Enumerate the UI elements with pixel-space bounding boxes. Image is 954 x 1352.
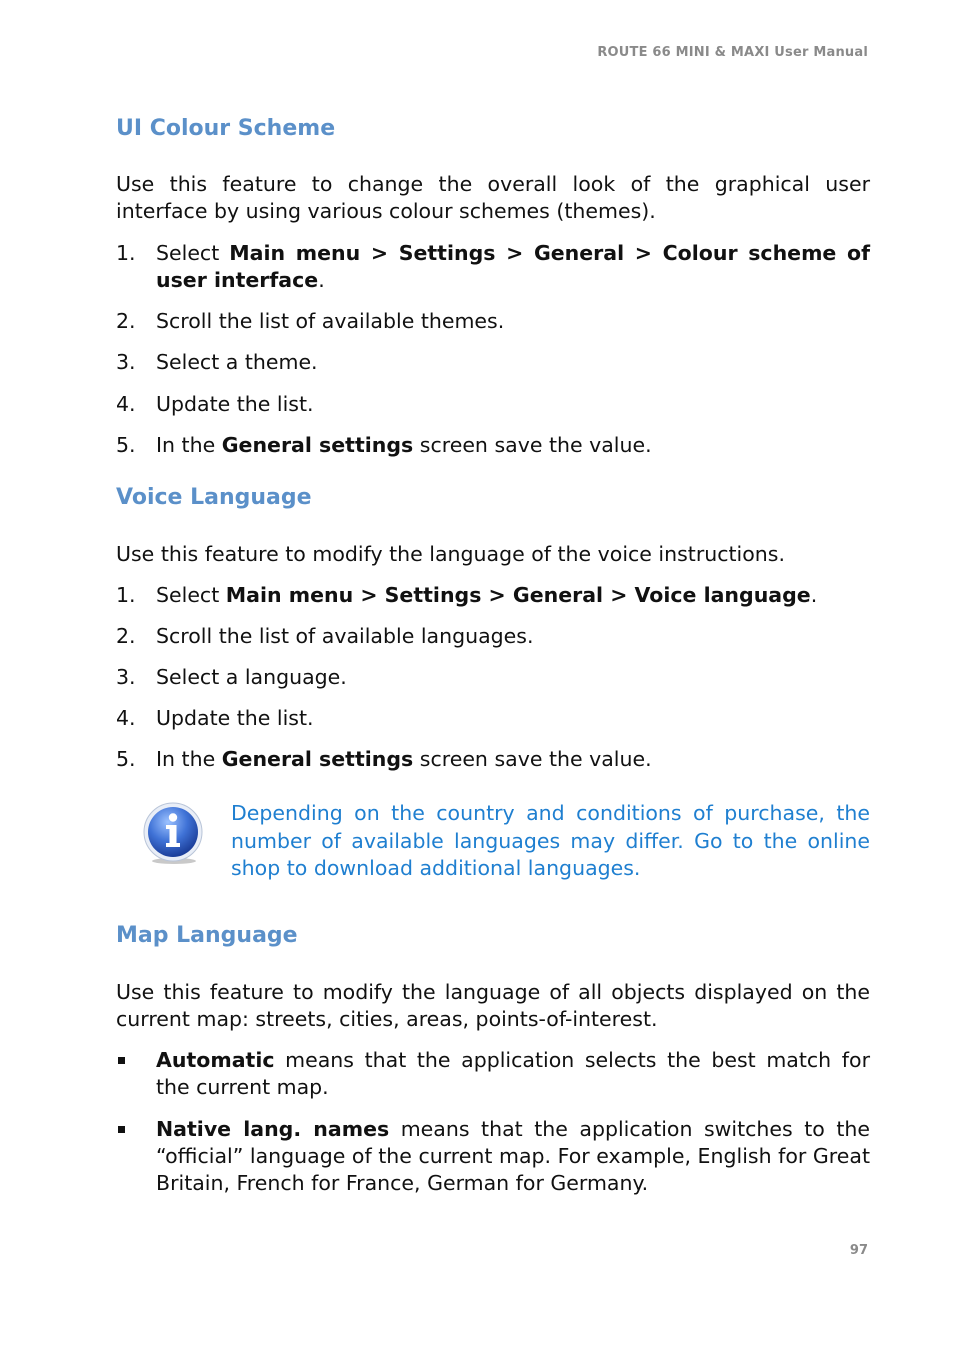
step-number: 4. xyxy=(116,392,136,416)
step-number: 5. xyxy=(116,747,136,771)
info-icon xyxy=(141,801,205,865)
info-note-text: Depending on the country and conditions of purchase, the number of available languages may differ. Go to the online shop to download additional languages. xyxy=(231,801,870,880)
step-number: 3. xyxy=(116,665,136,689)
voice-language-intro: Use this feature to modify the language of the voice instructions. xyxy=(116,542,785,566)
heading-map-language: Map Language xyxy=(116,923,298,948)
step-number: 1. xyxy=(116,241,136,265)
bullet-text: Native lang. names means that the application switches to the “official” language of the current map. For example, English for Great Britain, French for France, German for Germany. xyxy=(156,1117,870,1195)
step-text: Select Main menu > Settings > General > Colour scheme of user interface. xyxy=(156,241,870,292)
heading-voice-language: Voice Language xyxy=(116,485,312,510)
step-text: In the General settings screen save the value. xyxy=(156,747,652,771)
step-text: Scroll the list of available languages. xyxy=(156,624,534,648)
step-text: Scroll the list of available themes. xyxy=(156,309,505,333)
step-text: Select Main menu > Settings > General > Voice language. xyxy=(156,583,818,607)
ui-colour-intro: Use this feature to change the overall look of the graphical user interface by using various colour schemes (themes). xyxy=(116,172,870,223)
bullet-square-icon xyxy=(118,1126,125,1133)
bullet-text: Automatic means that the application selects the best match for the current map. xyxy=(156,1048,870,1099)
step-text: Select a language. xyxy=(156,665,347,689)
step-number: 1. xyxy=(116,583,136,607)
step-text: In the General settings screen save the value. xyxy=(156,433,652,457)
heading-ui-colour-scheme: UI Colour Scheme xyxy=(116,116,336,141)
step-text: Update the list. xyxy=(156,392,314,416)
map-language-intro: Use this feature to modify the language of all objects displayed on the current map: streets, cities, areas, points-of-interest. xyxy=(116,980,870,1031)
running-header: ROUTE 66 MINI & MAXI User Manual xyxy=(597,45,868,60)
step-text: Select a theme. xyxy=(156,350,318,374)
step-number: 2. xyxy=(116,309,136,333)
step-text: Update the list. xyxy=(156,706,314,730)
page-number: 97 xyxy=(849,1243,868,1258)
step-number: 3. xyxy=(116,350,136,374)
step-number: 2. xyxy=(116,624,136,648)
step-number: 5. xyxy=(116,433,136,457)
step-number: 4. xyxy=(116,706,136,730)
bullet-square-icon xyxy=(118,1057,125,1064)
